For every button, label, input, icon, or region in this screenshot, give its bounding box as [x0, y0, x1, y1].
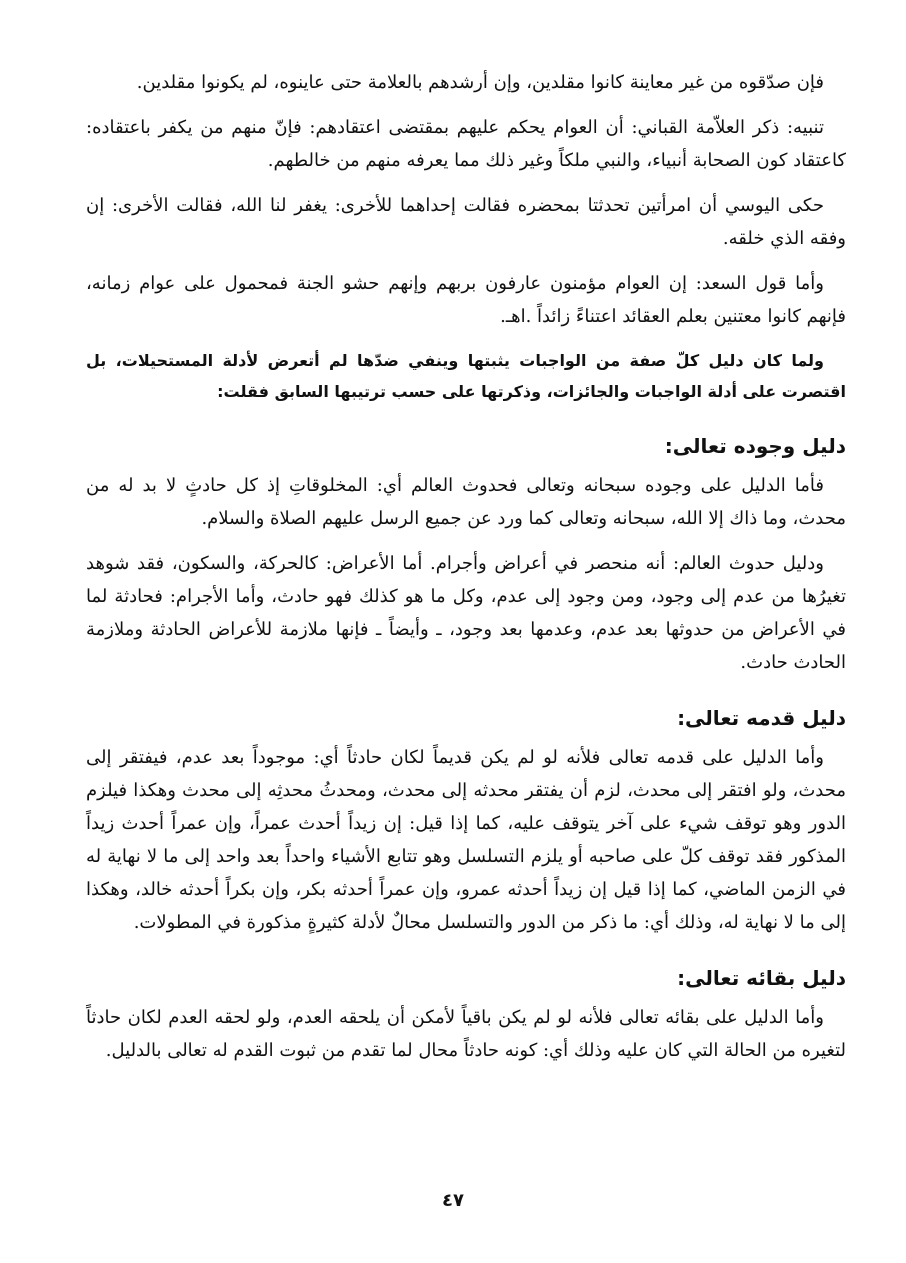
- section-heading-existence: دليل وجوده تعالى:: [664, 434, 846, 458]
- document-page: [86, 66, 846, 1263]
- yusi-paragraph: حكى اليوسي أن امرأتين تحدثتا بمحضره فقالت إحداهما للأخرى: يغفر لنا الله، فقالت الأخرى: إن وفقه الذي خلقه.: [86, 195, 846, 249]
- page-number: ٤٧: [442, 1190, 464, 1211]
- section-heading-eternity: دليل قدمه تعالى:: [677, 706, 846, 730]
- eternity-paragraph: وأما الدليل على قدمه تعالى فلأنه لو لم يكن قديماً لكان حادثاً أي: موجوداً بعد عدم، فيفتقر إلى محدث، ولو افتقر إلى محدث، لزم أن يفتقر محدثه إلى محدث، ومحدثُ محدثِه إلى محدث وهكذا فيلزم الدور وهو توقف شيء على آخر يتوقف عليه، كما إذا قيل: إن زيداً أحدث عمراً، وإن عمراً أحدث زيداً المذكور فقد توقف كلّ على صاحبه أو يلزم التسلسل وهو تتابع الأشياء واحداً بعد واحد إلى ما لا نهاية له في الزمن الماضي، كما إذا قيل إن زيداً أحدثه عمرو، وإن عمراً أحدثه بكر، وإن بكراً أحدثه خالد، وهكذا إلى ما لا نهاية له، وذلك أي: ما ذكر من الدور والتسلسل محالٌ لأدلة كثيرةٍ مذكورة في المطولات.: [86, 747, 846, 933]
- existence-paragraph-2: ودليل حدوث العالم: أنه منحصر في أعراض وأجرام. أما الأعراض: كالحركة، والسكون، فقد شوهد تغيرُها من عدم إلى وجود، ومن وجود إلى عدم، وكل ما هو كذلك فهو حادث، وأما الأجرام: فحادثة لما في الأعراض من حدوثها بعد عدم، وعدمها بعد وجود، ـ وأيضاً ـ فإنها ملازمة للأعراض الحادثة وملازمة الحادث حادث.: [86, 553, 846, 673]
- permanence-paragraph: وأما الدليل على بقائه تعالى فلأنه لو لم يكن باقياً لأمكن أن يلحقه العدم، ولو لحقه العدم لكان حادثاً لتغيره من الحالة التي كان عليه وذلك أي: كونه حادثاً محال لما تقدم من ثبوت القدم له تعالى بالدليل.: [86, 1007, 846, 1061]
- tanbih-paragraph: تنبيه: ذكر العلاّمة القباني: أن العوام يحكم عليهم بمقتضى اعتقادهم: فإنّ منهم من يكفر باعتقاده: كاعتقاد كون الصحابة أنبياء، والنبي ملكاً وغير ذلك مما يعرفه منهم من خالطهم.: [86, 117, 846, 171]
- saad-paragraph: وأما قول السعد: إن العوام مؤمنون عارفون بربهم وإنهم حشو الجنة فمحمول على عوام زمانه، فإنهم كانوا معتنين بعلم العقائد اعتناءً زائداً .اهـ.: [86, 273, 846, 327]
- intro-paragraph-1: فإن صدّقوه من غير معاينة كانوا مقلدين، وإن أرشدهم بالعلامة حتى عاينوه، لم يكونوا مقلدين.: [136, 72, 824, 93]
- transition-note: ولما كان دليل كلّ صفة من الواجبات يثبتها وينفي ضدّها لم أتعرض لأدلة المستحيلات، بل اقتصرت على أدلة الواجبات والجائزات، وذكرتها على حسب ترتيبها السابق فقلت:: [86, 351, 846, 401]
- section-heading-permanence: دليل بقائه تعالى:: [677, 966, 846, 990]
- existence-paragraph-1: فأما الدليل على وجوده سبحانه وتعالى فحدوث العالم أي: المخلوقاتِ إذ كل حادثٍ لا بد له من محدث، وما ذاك إلا الله، سبحانه وتعالى كما ورد عن جميع الرسل عليهم الصلاة والسلام.: [86, 475, 846, 529]
